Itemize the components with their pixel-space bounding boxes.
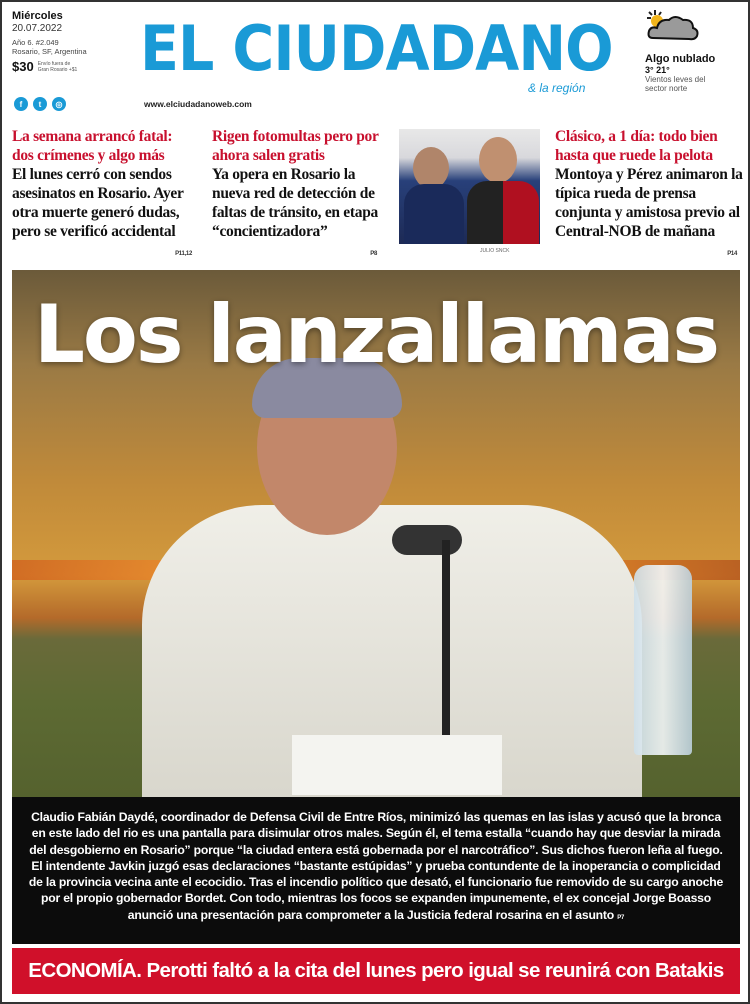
edition-number: Año 6. #2.049 xyxy=(12,38,59,47)
page-ref: P7 xyxy=(617,914,625,921)
story-headline: Rigen fotomultas pero por ahora salen gratis xyxy=(212,128,379,164)
story-crimes[interactable] xyxy=(12,127,197,257)
story-headline: La semana arrancó fatal: dos crímenes y algo más xyxy=(12,128,173,164)
instagram-icon[interactable]: ◎ xyxy=(52,97,66,111)
caption-text: Claudio Fabián Daydé, coordinador de Defensa Civil de Entre Ríos, minimizó las quemas en las islas y acusó que la bronca en este lado del rio es una pantalla para disimular otros males. Según él, el tema estalla “cuando hay que desviar la mirada del desgobierno en Rosario” porque “la ciudad entera está gobernada por el narcotráfico”. Sus dichos fueron leña al fuego. El intendente Javkin juzgó esas declaraciones “bastante estúpidas” y prueba contundente de la inoperancia o complicidad de la provincia vecina ante el ecocidio. Tras el incendio político que desató, el funcionario fue removido de su cargo anoche por el propio gobernador Bordet. Con todo, mientras los focos se expanden impunemente, el ex concejal Jorge Boasso anunció una presentación para comprometer a la Justicia federal rosarina en el asunto xyxy=(28,810,724,922)
main-caption xyxy=(12,797,740,944)
story-body: Montoya y Pérez animaron la típica rueda de prensa conjunta y amistosa previo al Central-NOB de mañana xyxy=(555,166,743,240)
banner-text: ECONOMÍA. Perotti faltó a la cita del lunes pero igual se reunirá con Batakis xyxy=(28,959,724,982)
photo-credit: JULIO SNCK xyxy=(480,248,510,254)
story-headline: Clásico, a 1 día: todo bien hasta que ruede la pelota xyxy=(555,128,718,164)
main-headline: Los lanzallamas xyxy=(33,288,719,381)
price-note: Envío fuera de Gran Rosario +$1 xyxy=(37,60,78,73)
story-clasico[interactable] xyxy=(555,127,745,257)
weather-wind: Vientos leves del sector norte xyxy=(645,75,706,93)
date: 20.07.2022 xyxy=(12,23,63,34)
logo: EL CIUDADANO xyxy=(140,12,613,85)
page-ref: P8 xyxy=(370,251,377,257)
weather xyxy=(645,8,745,93)
main-photo xyxy=(12,270,740,797)
edition-info xyxy=(12,10,122,74)
social-links xyxy=(14,97,66,111)
website-url[interactable]: www.elciudadanoweb.com xyxy=(144,99,252,109)
twitter-icon[interactable]: t xyxy=(33,97,47,111)
story-body: Ya opera en Rosario la nueva red de detección de faltas de tránsito, en etapa “concientizadora” xyxy=(212,166,378,240)
weather-condition: Algo nublado xyxy=(645,53,716,65)
story-body: El lunes cerró con sendos asesinatos en Rosario. Ayer otra muerte generó dudas, pero se verificó accidental xyxy=(12,166,184,240)
location: Rosario, SF, Argentina xyxy=(12,47,87,56)
logo-subtitle: & la región xyxy=(528,81,586,95)
story-photo xyxy=(399,129,540,244)
page-ref: P14 xyxy=(727,251,737,257)
partly-cloudy-icon xyxy=(645,8,701,44)
weather-temps: 3° 21° xyxy=(645,65,670,75)
day: Miércoles xyxy=(12,10,63,22)
facebook-icon[interactable]: f xyxy=(14,97,28,111)
story-fotomultas[interactable] xyxy=(212,127,387,257)
price: $30 xyxy=(12,59,34,74)
economy-banner[interactable] xyxy=(12,948,740,994)
page-ref: P11,12 xyxy=(175,251,192,257)
